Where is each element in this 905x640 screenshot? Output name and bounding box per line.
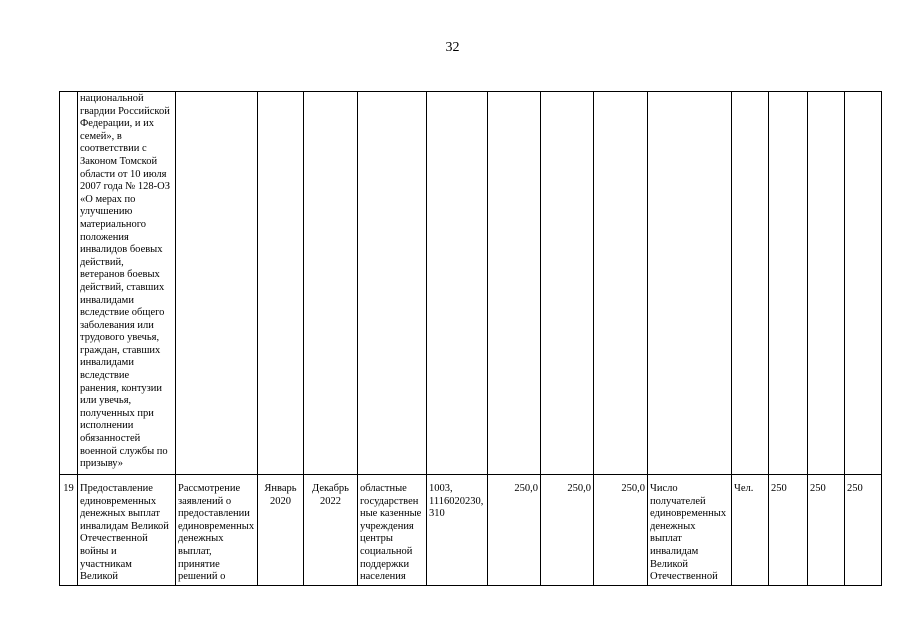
cell-content — [176, 92, 258, 475]
cell-start: Январь 2020 — [258, 475, 304, 586]
cell-value-1 — [769, 92, 808, 475]
cell-end: Декабрь 2022 — [304, 475, 358, 586]
cell-indicator — [648, 92, 732, 475]
cell-unit: Чел. — [732, 475, 769, 586]
cell-executor — [358, 92, 427, 475]
cell-value-2: 250 — [808, 475, 845, 586]
cell-unit — [732, 92, 769, 475]
table-row — [60, 475, 882, 586]
table-row — [60, 92, 882, 475]
cell-value-3: 250 — [845, 475, 882, 586]
cell-number: 19 — [60, 475, 78, 586]
cell-amount-1: 250,0 — [488, 475, 541, 586]
cell-event-name: Предоставление единовременных денежных выплат инвалидам Великой Отечественной войны и участникам Великой — [78, 475, 176, 586]
cell-value-2 — [808, 92, 845, 475]
cell-amount-3: 250,0 — [594, 475, 648, 586]
cell-event-name: национальной гвардии Российской Федерации, и их семей», в соответствии с Законом Томской области от 10 июля 2007 года № 128-ОЗ «О мерах по улучшению материального положения инвалидов боевых действий, ветеранов боевых действий, ставших инвалидами вследствие общего заболевания или трудового увечья, граждан, ставших инвалидами вследствие ранения, контузии или увечья, полученных при исполнении обязанностей военной службы по призыву» — [78, 92, 176, 475]
cell-executor: областные государствен ные казенные учреждения центры социальной поддержки населения — [358, 475, 427, 586]
cell-amount-3 — [594, 92, 648, 475]
cell-amount-1 — [488, 92, 541, 475]
cell-start — [258, 92, 304, 475]
cell-code — [427, 92, 488, 475]
cell-code: 1003, 1116020230, 310 — [427, 475, 488, 586]
cell-content: Рассмотрение заявлений о предоставлении единовременных денежных выплат, принятие решений о — [176, 475, 258, 586]
cell-value-1: 250 — [769, 475, 808, 586]
cell-number — [60, 92, 78, 475]
program-table — [59, 91, 882, 586]
page-number: 32 — [445, 40, 460, 55]
cell-value-3 — [845, 92, 882, 475]
cell-end — [304, 92, 358, 475]
cell-amount-2: 250,0 — [541, 475, 594, 586]
cell-indicator: Число получателей единовременных денежных выплат инвалидам Великой Отечественной — [648, 475, 732, 586]
cell-amount-2 — [541, 92, 594, 475]
